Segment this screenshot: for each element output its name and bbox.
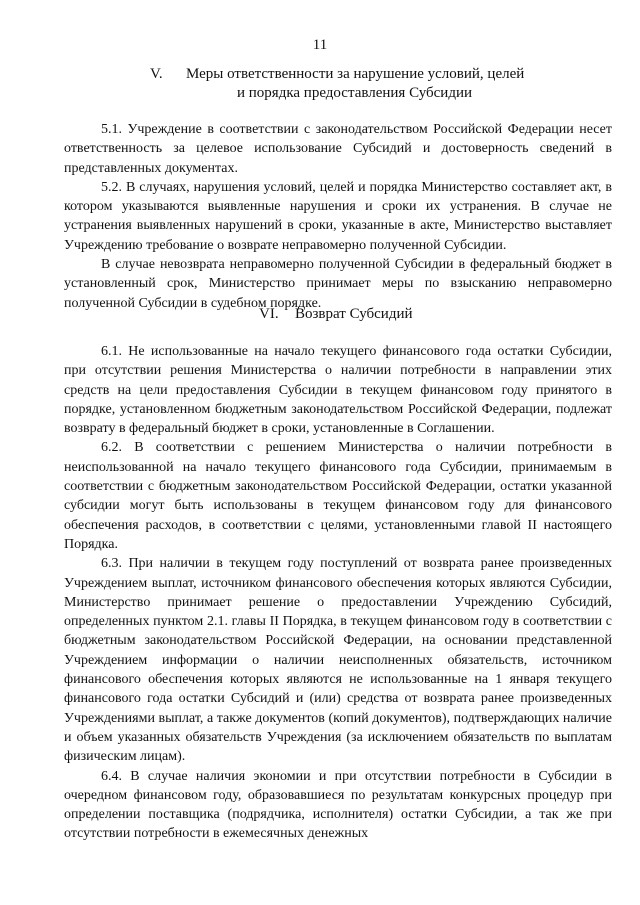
paragraph-6-4: 6.4. В случае наличия экономии и при отсутствии потребности в Субсидии в очередном финансовом году, образовавшиеся по результатам конкурсных процедур при определении поставщика (подрядчика, исполнителя) остатки Субсидии, а так же при отсутствии потребности в ежемесячных денежных (64, 768, 612, 842)
section-6-title: Возврат Субсидий (295, 306, 413, 322)
section-5-title-line1: Меры ответственности за нарушение условий, целей (186, 66, 525, 82)
section-6-numeral: VI. (259, 306, 279, 322)
paragraph-5-1: 5.1. Учреждение в соответствии с законодательством Российской Федерации несет ответственность за целевое использование Субсидий и достоверность сведений в представленных документах. (64, 122, 612, 176)
section-6-heading (0, 305, 640, 324)
paragraph-6-2: 6.2. В соответствии с решением Министерства о наличии потребности в неиспользованной на начало текущего финансового года Субсидии, принимаемым в соответствии с бюджетным законодательством Российской Федерации, остатки указанной субсидии могут быть использованы в текущем финансовом году для финансового обеспечения расходов, в соответствии с целями, установленными главой II настоящего Порядка. (64, 440, 612, 552)
page-number: 11 (312, 37, 328, 53)
paragraph-5-2-cont: В случае невозврата неправомерно полученной Субсидии в федеральный бюджет в установленный срок, Министерство принимает меры по взысканию неправомерно полученной Субсидии в судебном порядке. (64, 257, 612, 311)
section-5-body (64, 120, 612, 313)
section-5-numeral: V. (150, 66, 163, 82)
paragraph-6-3: 6.3. При наличии в текущем году поступлений от возврата ранее произведенных Учреждением выплат, источником финансового обеспечения которых являются Субсидии, Министерство принимает решение о предоставлении Учреждению Субсидий, определенных пунктом 2.1. главы II Порядка, в текущем финансовом году в соответствии с бюджетным законодательством Российской Федерации, на основании представленной Учреждением информации о наличии неисполненных обязательств, источником финансового обеспечения которых являются не использованные на 1 января текущего финансового года остатки Субсидий и (или) средства от возврата ранее произведенных Учреждениями выплат, а также документов (копий документов), подтверждающих наличие и объем указанных обязательств Учреждения (за исключением обязательств по выплатам физическим лицам). (64, 556, 612, 765)
section-5-heading (0, 65, 640, 103)
paragraph-6-1: 6.1. Не использованные на начало текущего финансового года остатки Субсидии, при отсутствии решения Министерства о наличии потребности в направлении этих средств на цели предоставления Субсидии в текущем финансовом году принятого в порядке, установленном бюджетным законодательством Российской Федерации, подлежат возврату в федеральный бюджет в сроки, установленные в Соглашении. (64, 344, 612, 437)
section-5-title-line2: и порядка предоставления Субсидии (237, 85, 473, 101)
section-6-body (64, 342, 612, 844)
paragraph-5-2: 5.2. В случаях, нарушения условий, целей и порядка Министерство составляет акт, в котором указываются выявленные нарушения и сроки их устранения. В случае не устранения выявленных нарушений в сроки, указанные в акте, Министерство выставляет Учреждению требование о возврате неправомерно полученной Субсидии. (64, 179, 612, 253)
